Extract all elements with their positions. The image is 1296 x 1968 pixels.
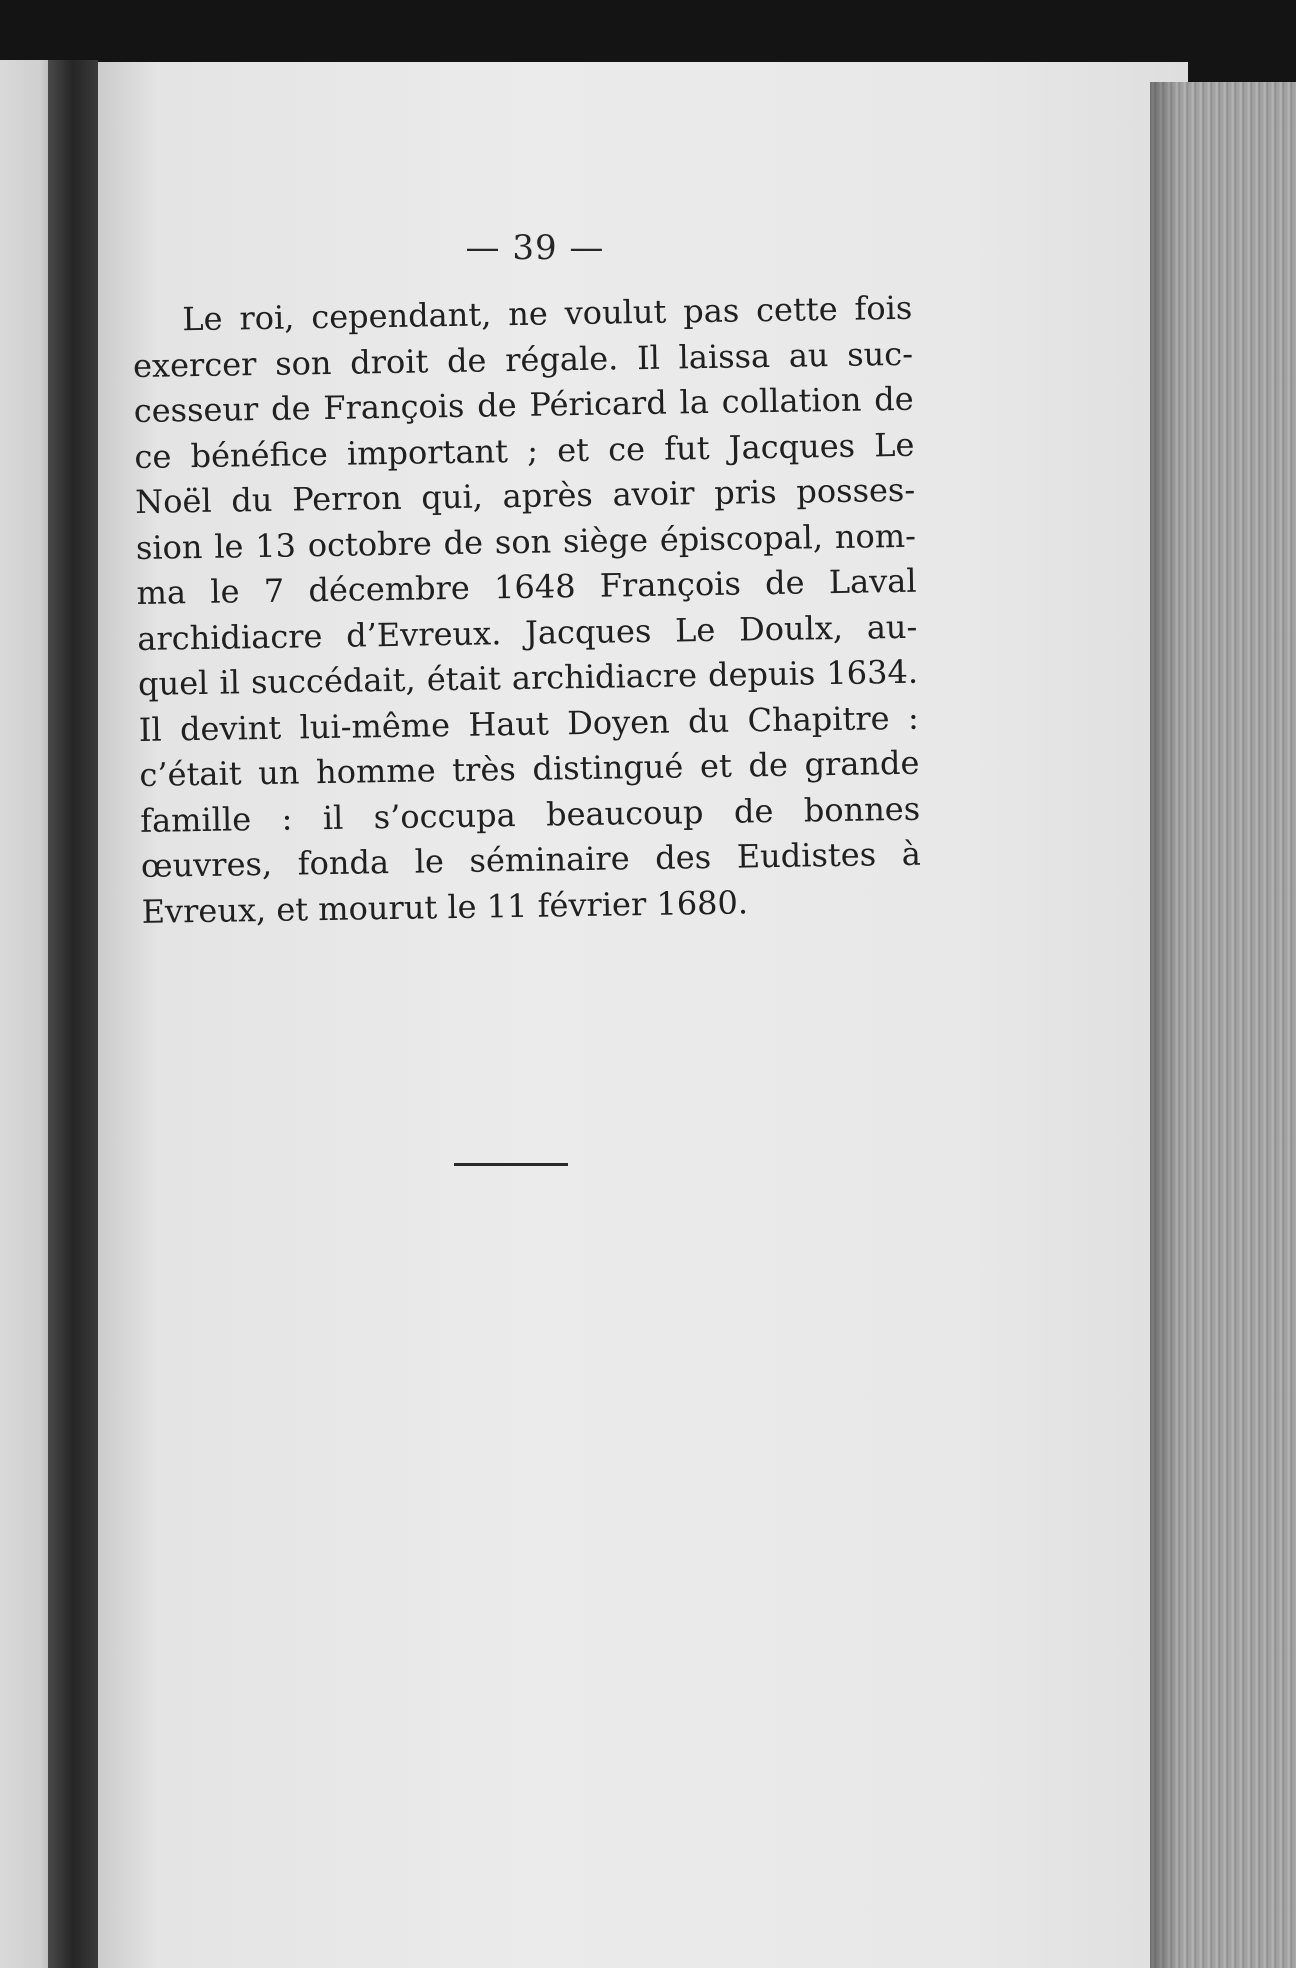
text-line: œuvres, fonda le séminaire des Eudistes à xyxy=(140,834,922,885)
text-line: Le roi, cependant, ne voulut pas cette fois xyxy=(182,288,913,339)
text-line: ce bénéfice important ; et ce fut Jacques Le xyxy=(134,425,915,476)
body-paragraph xyxy=(132,286,922,935)
book-gutter xyxy=(48,60,98,1968)
text-line: ma le 7 décembre 1648 François de Laval xyxy=(136,561,917,612)
text-line: archidiacre d’Evreux. Jacques Le Doulx, au- xyxy=(137,607,918,658)
text-line: c’était un homme très distingué et de grande xyxy=(139,743,920,794)
text-line: cesseur de François de Péricard la collation de xyxy=(133,379,914,430)
text-line: Noël du Perron qui, après avoir pris posses- xyxy=(134,470,916,521)
text-line: quel il succédait, était archidiacre depuis 1634. xyxy=(137,652,919,703)
text-line: Evreux, et mourut le 11 février 1680. xyxy=(141,882,749,931)
text-line: famille : il s’occupa beaucoup de bonnes xyxy=(139,789,921,840)
text-line: Il devint lui-même Haut Doyen du Chapitre : xyxy=(138,698,919,749)
end-rule-divider xyxy=(454,1163,568,1166)
text-line: exercer son droit de régale. Il laissa au suc- xyxy=(132,334,914,385)
page-stack-shadow xyxy=(1150,82,1180,1968)
text-line: sion le 13 octobre de son siège épiscopal, nom- xyxy=(135,516,917,567)
page-number: — 39 — xyxy=(465,228,605,268)
